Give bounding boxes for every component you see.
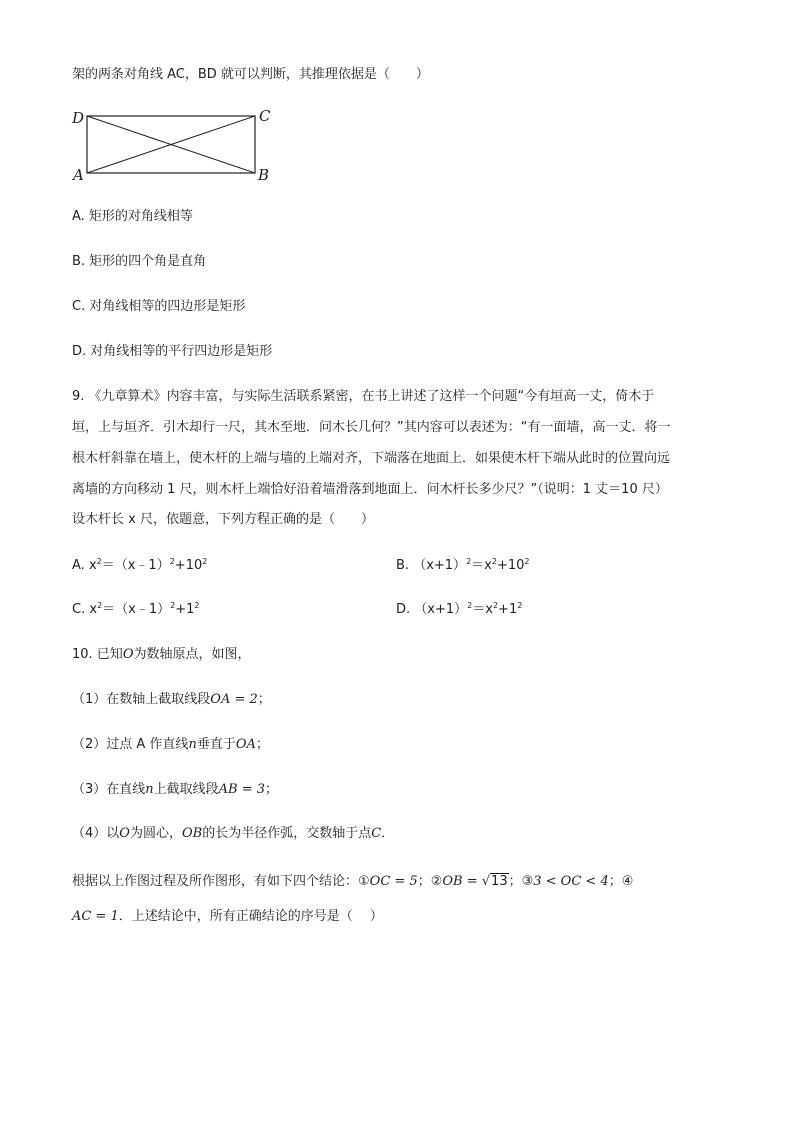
q9-line-2: 垣，上与垣齐．引木却行一尺，其木至地．问木长几何？”其内容可以表述为：“有一面墙，高一丈．将一 xyxy=(72,420,671,435)
q8-option-b: B. 矩形的四个角是直角 xyxy=(72,254,207,269)
q10-conclusions: 根据以上作图过程及所作图形，有如下四个结论：①OC = 5；②OB = √13；③3 < OC < 4；④ xyxy=(72,874,634,889)
q10-step-3: （3）在直线n上截取线段AB = 3； xyxy=(72,782,279,797)
q9-option-b: B. $(x+1)^2=x^2+10^2$ xyxy=(396,557,530,573)
q10-step-2: （2）过点 A 作直线n垂直于OA； xyxy=(72,737,269,752)
vertex-c-label: C xyxy=(259,107,271,125)
vertex-d-label: D xyxy=(72,109,85,127)
q8-option-a: A. 矩形的对角线相等 xyxy=(72,209,193,224)
q8-option-c: C. 对角线相等的四边形是矩形 xyxy=(72,299,246,314)
q10-step-1: （1）在数轴上截取线段OA = 2； xyxy=(72,692,271,707)
sqrt-13: √13 xyxy=(481,874,508,889)
q8-stem: 架的两条对角线 AC，BD 就可以判断，其推理依据是（ ） xyxy=(72,67,429,82)
q10-conclusion-end: AC = 1．上述结论中，所有正确结论的序号是（ ） xyxy=(72,909,383,924)
q9-line-5: 设木杆长 x 尺，依题意，下列方程正确的是（ ） xyxy=(72,512,374,527)
q10-step-4: （4）以O为圆心，OB的长为半径作弧，交数轴于点C． xyxy=(72,826,395,841)
vertex-b-label: B xyxy=(258,166,270,184)
rectangle-figure xyxy=(70,104,280,186)
q9-line-1: 9. 《九章算术》内容丰富，与实际生活联系紧密，在书上讲述了这样一个问题“今有垣高一丈，倚木于 xyxy=(72,389,655,404)
q9-option-c: C. $x^2=(x﹣1)^2+1^2$ xyxy=(72,601,200,617)
q9-option-d: D. $(x+1)^2=x^2+1^2$ xyxy=(396,601,523,617)
q9-line-3: 根木杆斜靠在墙上，使木杆的上端与墙的上端对齐，下端落在地面上．如果使木杆下端从此时的位置向远 xyxy=(72,451,671,466)
vertex-a-label: A xyxy=(73,166,84,184)
q9-line-4: 离墙的方向移动 1 尺，则木杆上端恰好沿着墙滑落到地面上．问木杆长多少尺？”（说明：1 丈＝10 尺） xyxy=(72,482,668,497)
q10-stem: 10. 已知O为数轴原点，如图， xyxy=(72,647,251,662)
q8-option-d: D. 对角线相等的平行四边形是矩形 xyxy=(72,344,273,359)
q9-option-a: A. $x^2=(x﹣1)^2+10^2$ xyxy=(72,557,208,573)
